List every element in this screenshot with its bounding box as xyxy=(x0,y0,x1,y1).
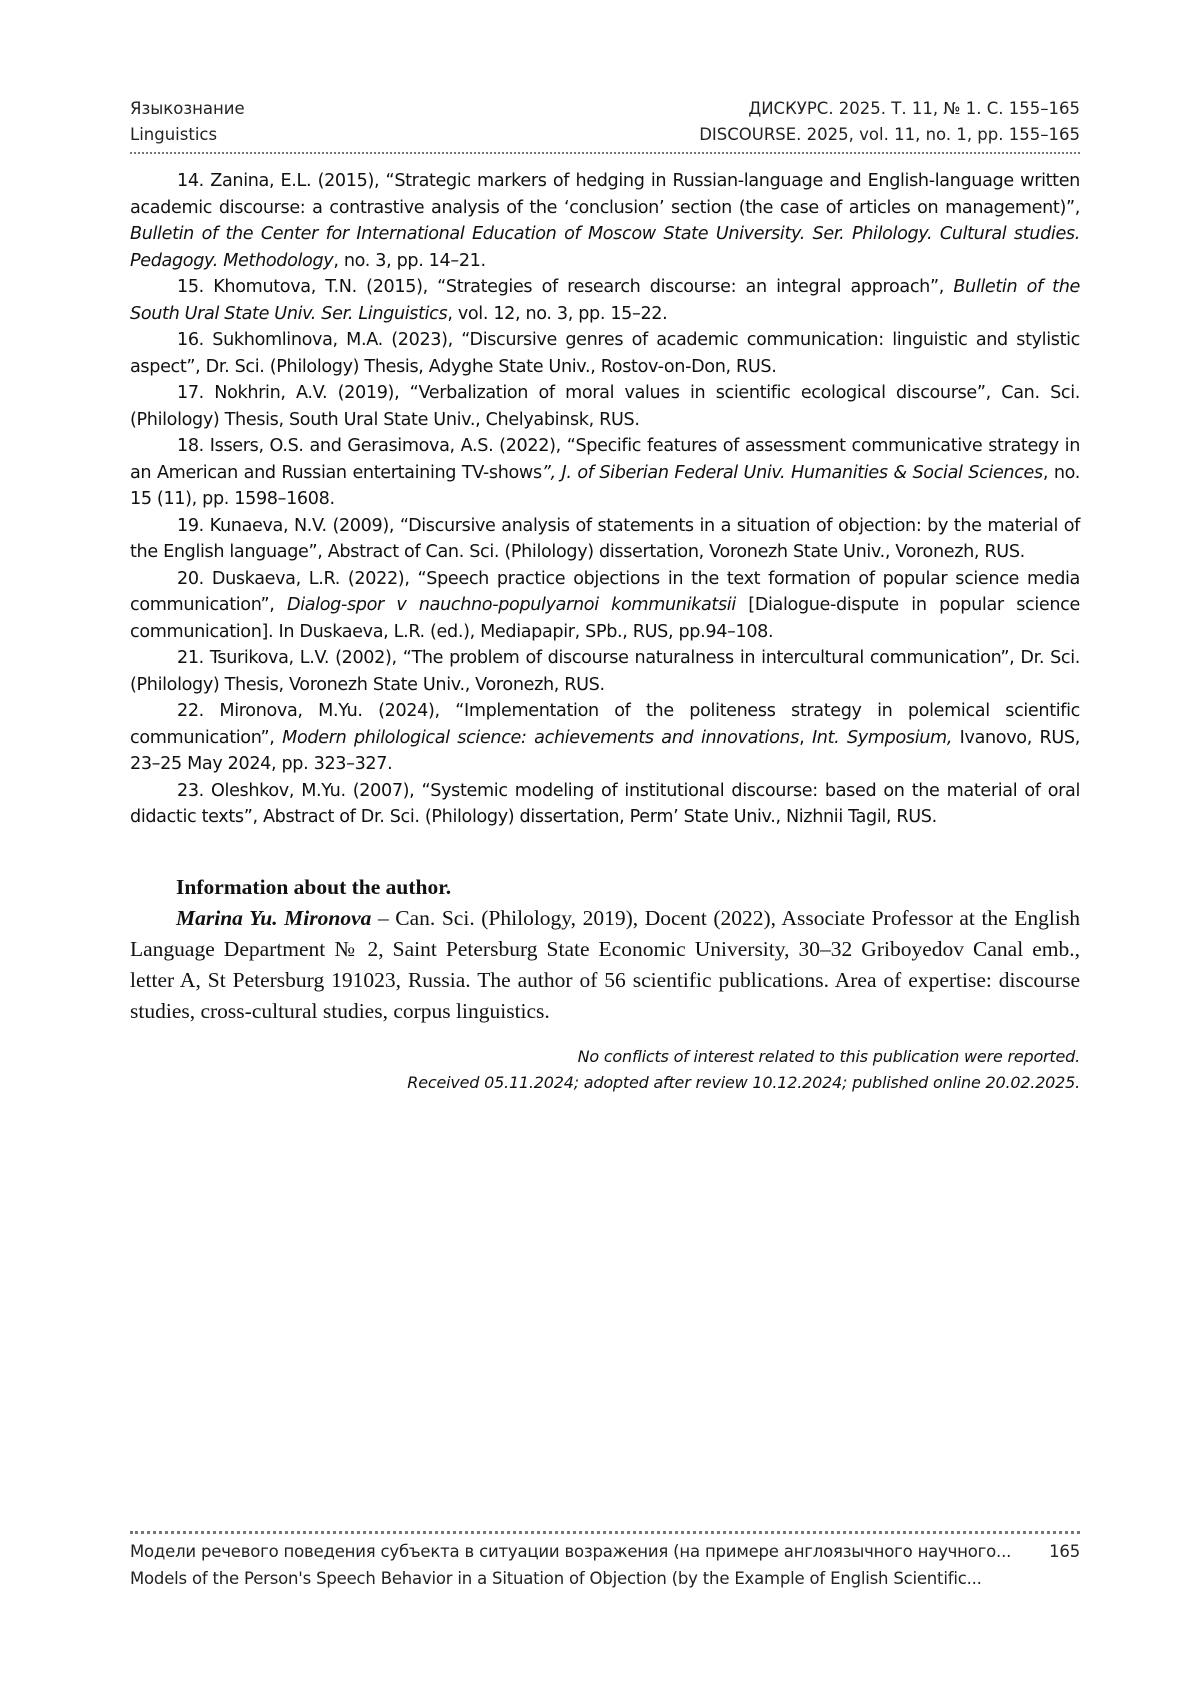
reference-text: 16. Sukhomlinova, M.A. (2023), “Discursive genres of academic communication: linguistic and stylistic aspect”, Dr. Sci. (Philology) Thesis, Adyghe State Univ., Rostov-on-Don, RUS. xyxy=(130,330,1080,377)
reference-text: 21. Tsurikova, L.V. (2002), “The problem of discourse naturalness in intercultural communication”, Dr. Sci. (Philology) Thesis, Voronezh State Univ., Voronezh, RUS. xyxy=(130,648,1080,695)
publication-dates: Received 05.11.2024; adopted after review 10.12.2024; published online 20.02.2025. xyxy=(407,1073,1080,1092)
reference-text: 18. Issers, O.S. and Gerasimova, A.S. (2022), “Specific features of assessment communicative strategy in an American and Russian entertaining TV-shows xyxy=(130,436,1080,483)
author-name: Marina Yu. Mironova xyxy=(176,906,372,930)
running-footer xyxy=(130,1538,1080,1592)
reference-text: 15. Khomutova, T.N. (2015), “Strategies of research discourse: an integral approach”, xyxy=(177,277,954,297)
reference-text: 23. Oleshkov, M.Yu. (2007), “Systemic modeling of institutional discourse: based on the material of oral didactic texts”, Abstract of Dr. Sci. (Philology) dissertation, Perm’ State Univ., Nizhnii Tagil, RUS. xyxy=(130,780,1080,827)
header-divider xyxy=(130,152,1080,154)
reference-list xyxy=(130,168,1080,831)
reference-source: ”, J. of Siberian Federal Univ. Humanities & Social Sciences xyxy=(541,462,1043,483)
conflict-statement: No conflicts of interest related to this publication were reported. xyxy=(577,1047,1080,1066)
author-info-heading: Information about the author. xyxy=(176,875,452,899)
reference-text: , no. 15 (11), pp. 1598–1608. xyxy=(130,462,1080,509)
reference-item xyxy=(130,433,1080,513)
reference-source: Bulletin of the South Ural State Univ. Ser. Linguistics xyxy=(130,277,1080,324)
author-bio: – Can. Sci. (Philology, 2019), Docent (2022), Associate Professor at the English Language Department № 2, Saint Petersburg State Economic University, 30–32 Griboyedov Canal emb., letter A, St Petersburg 191023, Russia. The author of 56 scientific publications. Area of expertise: discourse studies, cross-cultural studies, corpus linguistics. xyxy=(130,906,1080,1023)
reference-text: [Dialogue-dispute in popular science communication]. In Duskaeva, L.R. (ed.), Mediapapir, SPb., RUS, pp.94–108. xyxy=(130,595,1080,642)
reference-item xyxy=(130,380,1080,433)
reference-item xyxy=(130,327,1080,380)
reference-item xyxy=(130,778,1080,831)
author-info-text xyxy=(130,903,1080,1027)
publication-notes xyxy=(130,1044,1080,1096)
reference-item xyxy=(130,513,1080,566)
reference-text: , vol. 12, no. 3, pp. 15–22. xyxy=(447,303,668,324)
reference-source: Int. Symposium, xyxy=(811,727,953,748)
author-info xyxy=(130,872,1080,1027)
reference-item xyxy=(130,698,1080,778)
reference-text: Ivanovo, RUS, 23–25 May 2024, pp. 323–327. xyxy=(130,727,1080,774)
reference-item xyxy=(130,168,1080,274)
reference-text: 17. Nokhrin, A.V. (2019), “Verbalization of moral values in scientific ecological discourse”, Can. Sci. (Philology) Thesis, South Ural State Univ., Chelyabinsk, RUS. xyxy=(130,383,1080,430)
reference-text: 14. Zanina, E.L. (2015), “Strategic markers of hedging in Russian-language and English-language written academic discourse: a contrastive analysis of the ‘conclusion’ section (the case of articles on management)”, xyxy=(130,171,1080,218)
reference-item xyxy=(130,566,1080,646)
reference-text: 20. Duskaeva, L.R. (2022), “Speech practice objections in the text formation of popular science media communication”, xyxy=(130,568,1080,615)
reference-text: , no. 3, pp. 14–21. xyxy=(333,250,486,271)
footer-title-ru: Модели речевого поведения субъекта в ситуации возражения (на примере англоязычного научного... xyxy=(130,1542,1012,1561)
page-number: 165 xyxy=(1049,1542,1080,1561)
footer-divider xyxy=(130,1531,1080,1534)
reference-source: Dialog-spor v nauchno-populyarnoi kommunikatsii xyxy=(287,595,736,615)
header-section-ru: Языкознание xyxy=(130,99,245,118)
reference-item xyxy=(130,645,1080,698)
reference-item xyxy=(130,274,1080,327)
header-journal-ru: ДИСКУРС. 2025. Т. 11, № 1. С. 155–165 xyxy=(748,99,1080,118)
reference-text: 22. Mironova, M.Yu. (2024), “Implementation of the politeness strategy in polemical scientific communication”, xyxy=(130,701,1080,748)
header-journal-en: DISCOURSE. 2025, vol. 11, no. 1, pp. 155–165 xyxy=(699,125,1080,144)
header-section-en: Linguistics xyxy=(130,125,218,144)
reference-text: , xyxy=(799,727,812,748)
reference-source: Modern philological science: achievements and innovations xyxy=(282,727,800,748)
footer-title-en: Models of the Person's Speech Behavior in a Situation of Objection (by the Example of English Scientific... xyxy=(130,1569,982,1588)
running-header xyxy=(130,96,1080,148)
reference-text: 19. Kunaeva, N.V. (2009), “Discursive analysis of statements in a situation of objection: by the material of the English language”, Abstract of Can. Sci. (Philology) dissertation, Voronezh State Univ., Voronezh, RUS. xyxy=(130,515,1080,562)
page xyxy=(130,0,1080,1697)
reference-source: Bulletin of the Center for International Education of Moscow State University. Ser. Philology. Cultural studies. Pedagogy. Methodology xyxy=(130,224,1080,271)
